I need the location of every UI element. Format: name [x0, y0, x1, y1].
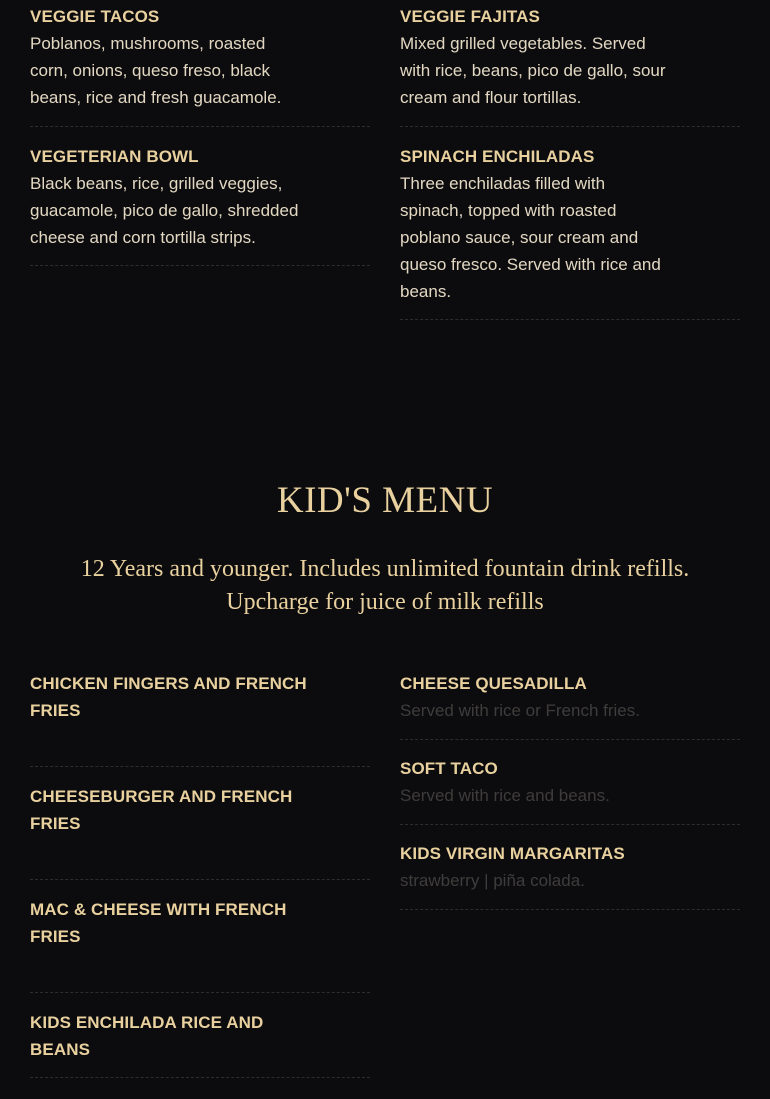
item-name: VEGETERIAN BOWL — [30, 147, 199, 166]
item-name: KIDS ENCHILADA RICE AND BEANS — [30, 1013, 264, 1059]
menu-item-kids-enchilada — [30, 1009, 370, 1078]
item-name: VEGGIE TACOS — [30, 7, 160, 26]
item-description: strawberry | piña colada. — [400, 871, 585, 890]
kids-menu-subtitle: 12 Years and younger. Includes unlimited fountain drink refills. Upcharge for juice of milk refills — [80, 556, 690, 615]
item-description: Served with rice or French fries. — [400, 701, 640, 720]
veg-left-column — [30, 3, 370, 266]
item-description: Black beans, rice, grilled veggies, guacamole, pico de gallo, shredded cheese and corn tortilla strips. — [30, 174, 299, 247]
menu-item-veggie-tacos — [30, 3, 370, 127]
item-name: CHEESEBURGER AND FRENCH FRIES — [30, 787, 293, 833]
item-name: SPINACH ENCHILADAS — [400, 147, 595, 166]
item-name: KIDS VIRGIN MARGARITAS — [400, 844, 625, 863]
item-name: CHICKEN FINGERS AND FRENCH FRIES — [30, 674, 307, 720]
menu-item-chicken-fingers — [30, 670, 370, 767]
menu-item-veggie-fajitas — [400, 3, 740, 127]
menu-item-kids-virgin-margaritas — [400, 840, 740, 910]
menu-item-cheeseburger — [30, 783, 370, 880]
item-description: Three enchiladas filled with spinach, topped with roasted poblano sauce, sour cream and queso fresco. Served with rice and beans. — [400, 174, 661, 301]
menu-item-cheese-quesadilla — [400, 670, 740, 740]
item-name: SOFT TACO — [400, 759, 498, 778]
item-name: VEGGIE FAJITAS — [400, 7, 540, 26]
menu-item-mac-and-cheese — [30, 896, 370, 993]
menu-item-vegeterian-bowl — [30, 143, 370, 266]
kids-left-column — [30, 670, 370, 1078]
kids-menu-title: KID'S MENU — [276, 480, 494, 521]
item-description: Poblanos, mushrooms, roasted corn, onions, queso freso, black beans, rice and fresh guacamole. — [30, 34, 282, 107]
item-name: CHEESE QUESADILLA — [400, 674, 587, 693]
item-description: Mixed grilled vegetables. Served with rice, beans, pico de gallo, sour cream and flour tortillas. — [400, 34, 666, 107]
veg-right-column — [400, 3, 740, 320]
item-description: Served with rice and beans. — [400, 786, 610, 805]
item-name: MAC & CHEESE WITH FRENCH FRIES — [30, 900, 287, 946]
menu-item-spinach-enchiladas — [400, 143, 740, 320]
menu-item-soft-taco — [400, 755, 740, 825]
kids-right-column — [400, 670, 740, 910]
